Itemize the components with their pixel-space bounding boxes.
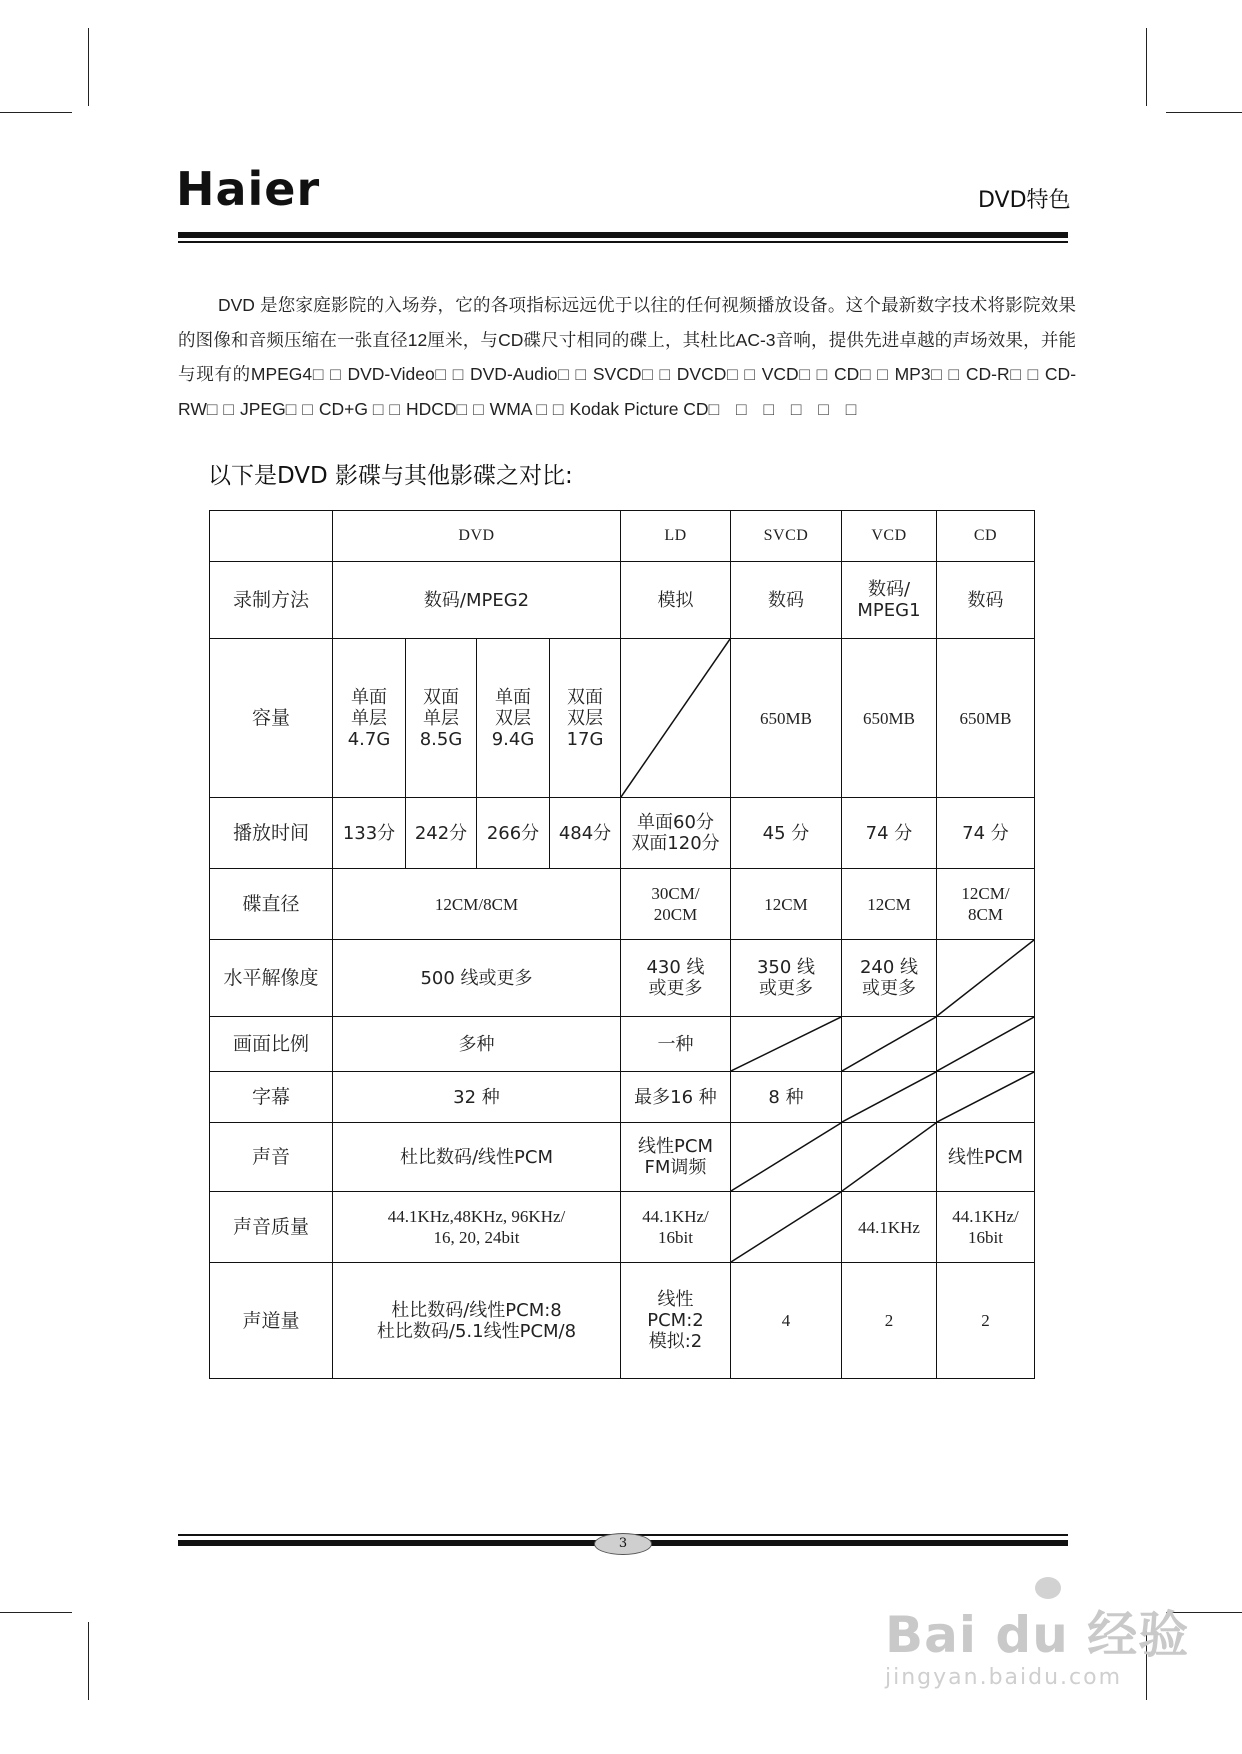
table-cell: 多种: [333, 1017, 621, 1072]
table-cell: 650MB: [842, 639, 937, 798]
table-cell: 2: [842, 1263, 937, 1379]
table-cell: 模拟: [621, 562, 731, 639]
intro-text: CD+G: [318, 398, 373, 419]
table-cell: [621, 869, 731, 940]
intro-text: 果，并能与现有的MPEG4: [178, 329, 1077, 384]
column-header-svcd: SVCD: [731, 511, 842, 562]
not-applicable-cell: [621, 639, 731, 798]
table-cell: [731, 940, 842, 1017]
intro-sep: □□: [312, 364, 348, 384]
intro-sep: □□: [798, 364, 834, 384]
intro-text: SVCD: [592, 364, 642, 384]
table-cell: 4: [731, 1263, 842, 1379]
table-row: [210, 1192, 1035, 1263]
diagonal-slash: [937, 1072, 1034, 1122]
page-number: 3: [594, 1533, 652, 1555]
intro-sep: □□: [859, 364, 895, 384]
table-cell: 74 分: [842, 798, 937, 869]
intro-text: DVD-Audio: [470, 364, 558, 384]
table-cell: [621, 1263, 731, 1379]
intro-sep: □□: [641, 364, 677, 384]
table-cell: 45 分: [731, 798, 842, 869]
intro-text: JPEG: [239, 398, 286, 419]
table-row: [210, 639, 1035, 798]
cell-line: 单层: [351, 707, 387, 729]
table-cell: [477, 639, 550, 798]
table-row: [210, 511, 1035, 562]
table-cell: [621, 798, 731, 869]
intro-sep: □□: [456, 398, 490, 419]
cell-line: 单层: [423, 707, 459, 729]
cell-line: 双面120分: [631, 833, 720, 854]
table-cell: 数码/MPEG2: [333, 562, 621, 639]
row-label: 录制方法: [210, 562, 333, 639]
table-cell: 2: [937, 1263, 1035, 1379]
table-cell: [621, 1123, 731, 1192]
intro-sep: □□: [285, 398, 319, 419]
not-applicable-cell: [731, 1123, 842, 1192]
cell-line: 12CM/: [961, 884, 1010, 903]
diagonal-slash: [731, 1123, 841, 1191]
intro-text: MP3: [894, 364, 931, 384]
cell-line: 30CM/: [651, 884, 700, 903]
diagonal-slash: [937, 1017, 1034, 1071]
table-cell: [621, 1192, 731, 1263]
cell-line: 双面: [567, 686, 603, 708]
table-cell: 242分: [406, 798, 477, 869]
cell-line: 单面60分: [637, 812, 714, 833]
crop-mark: [0, 112, 72, 113]
cell-line: 20CM: [653, 905, 698, 924]
header-rule: [178, 232, 1068, 238]
intro-sep: □□: [536, 398, 570, 419]
diagonal-slash: [731, 1017, 841, 1071]
table-cell: [937, 1192, 1035, 1263]
diagonal-slash: [842, 1017, 936, 1071]
cell-line: 线性: [657, 1289, 694, 1310]
intro-text: DVD-Video: [347, 364, 435, 384]
table-cell: 杜比数码/线性PCM: [333, 1123, 621, 1192]
row-label: 水平解像度: [210, 940, 333, 1017]
cell-line: 44.1KHz/: [642, 1207, 709, 1226]
comparison-title: 以下是DVD 影碟与其他影碟之对比:: [208, 463, 573, 489]
header-rule-thin: [178, 241, 1068, 243]
intro-sep: □□: [434, 364, 470, 384]
intro-text: DVCD: [676, 364, 727, 384]
diagonal-slash: [731, 1192, 841, 1262]
row-label: 画面比例: [210, 1017, 333, 1072]
cell-line: 8CM: [968, 905, 1003, 924]
intro-text: VCD: [761, 364, 799, 384]
cell-line: 240 线: [859, 957, 919, 978]
not-applicable-cell: [937, 1017, 1035, 1072]
not-applicable-cell: [731, 1017, 842, 1072]
watermark-logo: Bai du 经验: [885, 1606, 1190, 1664]
cell-line: 线性PCM: [638, 1136, 713, 1157]
crop-mark: [1146, 28, 1147, 106]
table-cell: 500 线或更多: [333, 940, 621, 1017]
table-cell: 数码: [937, 562, 1035, 639]
intro-text: CD-RW: [178, 364, 1077, 419]
diagonal-slash: [621, 639, 730, 797]
cell-line: 430 线: [646, 957, 705, 978]
table-row: [210, 798, 1035, 869]
cell-line: 9.4G: [491, 728, 535, 750]
intro-sep: □ □ □ □ □ □: [708, 398, 863, 419]
crop-mark: [0, 1612, 72, 1613]
table-cell: 12CM/8CM: [333, 869, 621, 940]
intro-text: DVD 是您家庭影院的入场券，它的各项指标远远优于以往的任何视频播放设备。这个最新数字技术将影院: [218, 295, 1041, 315]
cell-line: 杜比数码/线性PCM:8: [391, 1299, 562, 1321]
table-row: [210, 1123, 1035, 1192]
cell-line: FM调频: [644, 1157, 707, 1178]
table-cell: 650MB: [937, 639, 1035, 798]
cell-line: 单面: [495, 686, 531, 708]
cell-line: 17G: [566, 728, 604, 750]
cell-line: 16bit: [658, 1228, 693, 1247]
row-label: 容量: [210, 639, 333, 798]
crop-mark: [88, 1622, 89, 1700]
table-row: [210, 1072, 1035, 1123]
table-row: [210, 869, 1035, 940]
intro-text: 效果的图像和音频压缩在一张直径12厘米，与CD碟尺寸相同的碟上，其杜比AC-3音响，提供先进卓越的声场效: [178, 295, 1077, 350]
row-label: 声音: [210, 1123, 333, 1192]
cell-line: 双层: [495, 707, 531, 729]
not-applicable-cell: [937, 1072, 1035, 1123]
row-label: 声音质量: [210, 1192, 333, 1263]
intro-text: CD-R: [965, 364, 1010, 384]
table-cell: [333, 639, 406, 798]
table-cell: [550, 639, 621, 798]
table-cell: [333, 1192, 621, 1263]
not-applicable-cell: [842, 1123, 937, 1192]
cell-line: 44.1KHz/: [952, 1207, 1019, 1226]
cell-line: MPEG1: [857, 600, 921, 621]
table-cell: 133分: [333, 798, 406, 869]
diagonal-slash: [842, 1123, 936, 1191]
cell-line: 8.5G: [419, 728, 463, 750]
column-header-dvd: DVD: [333, 511, 621, 562]
crop-mark: [88, 28, 89, 106]
intro-sep: □□: [557, 364, 593, 384]
brand-logo: Haier: [176, 162, 321, 216]
table-row: [210, 1263, 1035, 1379]
diagonal-slash: [937, 940, 1034, 1016]
table-cell: [406, 639, 477, 798]
table-cell: 44.1KHz: [842, 1192, 937, 1263]
intro-sep: □□: [930, 364, 966, 384]
cell-line: 双层: [567, 707, 603, 729]
table-row: [210, 1017, 1035, 1072]
intro-paragraph: [178, 288, 1076, 426]
intro-sep: □□: [1009, 364, 1045, 384]
table-cell: 32 种: [333, 1072, 621, 1123]
column-header-ld: LD: [621, 511, 731, 562]
cell-line: 或更多: [648, 978, 703, 999]
row-label: 碟直径: [210, 869, 333, 940]
not-applicable-cell: [842, 1017, 937, 1072]
table-cell: 650MB: [731, 639, 842, 798]
row-label: 播放时间: [210, 798, 333, 869]
table-cell: 最多16 种: [621, 1072, 731, 1123]
table-cell: [937, 869, 1035, 940]
column-header-vcd: VCD: [842, 511, 937, 562]
not-applicable-cell: [731, 1192, 842, 1263]
intro-text: HDCD: [405, 398, 457, 419]
cell-line: 4.7G: [347, 728, 391, 750]
table-row: [210, 940, 1035, 1017]
table-cell: [842, 562, 937, 639]
cell-line: 350 线: [756, 957, 816, 978]
table-cell: 8 种: [731, 1072, 842, 1123]
table-row: [210, 562, 1035, 639]
crop-mark: [1166, 112, 1242, 113]
not-applicable-cell: [937, 940, 1035, 1017]
table-cell: 484分: [550, 798, 621, 869]
cell-line: 数码/: [867, 579, 911, 600]
row-label: 字幕: [210, 1072, 333, 1123]
table-cell: 74 分: [937, 798, 1035, 869]
intro-sep: □□: [372, 398, 406, 419]
header-cell-empty: [210, 511, 333, 562]
cell-line: 单面: [351, 686, 387, 708]
table-cell: 一种: [621, 1017, 731, 1072]
cell-line: 或更多: [759, 978, 813, 999]
intro-text: CD: [833, 364, 860, 384]
table-cell: 数码: [731, 562, 842, 639]
row-label: 声道量: [210, 1263, 333, 1379]
intro-text: Kodak Picture CD: [569, 398, 709, 419]
table-cell: [621, 940, 731, 1017]
intro-sep: □□: [726, 364, 762, 384]
intro-text: WMA: [489, 398, 537, 419]
table-cell: 线性PCM: [937, 1123, 1035, 1192]
cell-line: 双面: [423, 686, 459, 708]
cell-line: 模拟:2: [648, 1331, 703, 1352]
not-applicable-cell: [842, 1072, 937, 1123]
table-cell: 12CM: [731, 869, 842, 940]
watermark-url: jingyan.baidu.com: [885, 1665, 1123, 1690]
table-cell: [842, 940, 937, 1017]
table-cell: [333, 1263, 621, 1379]
table-cell: 12CM: [842, 869, 937, 940]
cell-line: 44.1KHz,48KHz, 96KHz/: [387, 1207, 566, 1226]
section-title: DVD特色: [978, 188, 1071, 213]
cell-line: 或更多: [862, 978, 916, 999]
column-header-cd: CD: [937, 511, 1035, 562]
cell-line: 16, 20, 24bit: [433, 1228, 520, 1247]
intro-sep: □□: [206, 398, 240, 419]
cell-line: PCM:2: [647, 1310, 704, 1331]
cell-line: 杜比数码/5.1线性PCM/8: [376, 1320, 577, 1342]
comparison-table: [209, 510, 1035, 1379]
cell-line: 16bit: [968, 1228, 1003, 1247]
diagonal-slash: [842, 1072, 936, 1122]
table-cell: 266分: [477, 798, 550, 869]
